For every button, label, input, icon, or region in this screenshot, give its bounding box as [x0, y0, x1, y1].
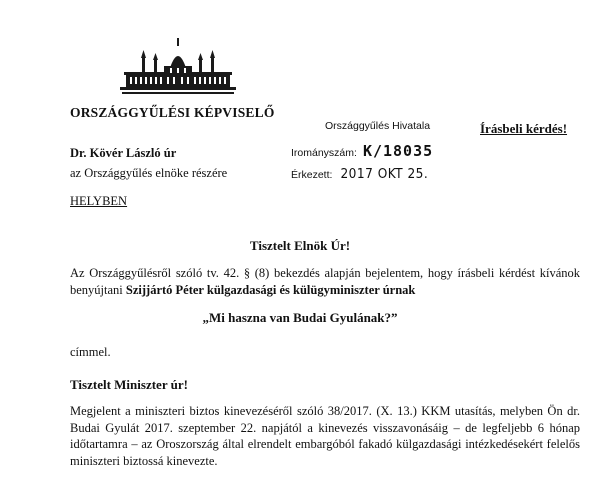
question-title: „Mi haszna van Budai Gyulának?”	[202, 310, 398, 325]
intro-addressee: Szijjártó Péter külgazdasági és külügyminiszter úrnak	[125, 283, 416, 297]
received-label: Érkezett:	[291, 169, 333, 181]
body-paragraph: Megjelent a miniszteri biztos kinevezéséről szóló 38/2017. (X. 13.) KKM utasítás, melyben Ön dr. Budai Gyulát 2017. szeptember 22. napjától a kinevezés visszavonásáig – de legfeljebb 6 hónap időtartamra – az Oroszország által elrendelt embargóból fakadó külgazdasági intézkedésekért felelős miniszteri biztossá kinevezte.	[70, 404, 580, 468]
recipient-name: Dr. Kövér László úr	[70, 146, 177, 160]
stamp-received	[291, 166, 428, 182]
intro-text: Az Országgyűlésről szóló tv. 42. § (8) bekezdés alapján bejelentem, hogy írásbeli kérdést kívánok benyújtani	[70, 266, 580, 297]
received-value: 2017 OKT 25.	[340, 166, 429, 182]
stamp-office: Országgyűlés Hivatala	[325, 120, 431, 132]
salutation-minister: Tisztelt Miniszter úr!	[70, 377, 188, 392]
parliament-building-icon	[120, 38, 236, 98]
recipient-location: HELYBEN	[70, 194, 128, 208]
registry-label: Irományszám:	[291, 147, 357, 159]
stamp-registry	[291, 142, 433, 160]
organization-title: ORSZÁGGYŰLÉSI KÉPVISELŐ	[70, 105, 275, 120]
document-type: Írásbeli kérdés!	[480, 121, 568, 136]
intro-paragraph	[70, 265, 580, 299]
recipient-role: az Országgyűlés elnöke részére	[70, 166, 228, 180]
registry-value: K/18035	[362, 142, 434, 160]
salutation-speaker: Tisztelt Elnök Úr!	[249, 238, 351, 253]
title-suffix: címmel.	[70, 345, 111, 359]
